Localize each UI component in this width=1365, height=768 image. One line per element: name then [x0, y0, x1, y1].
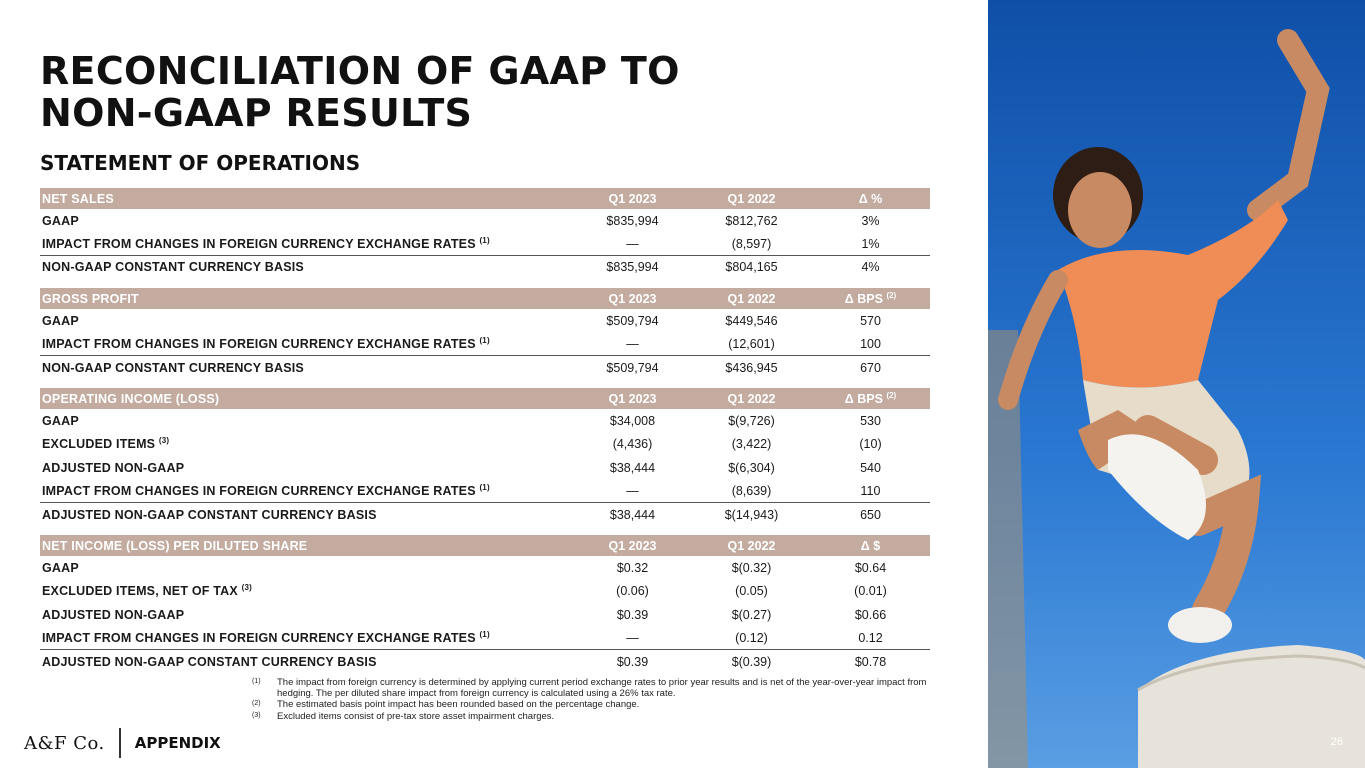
footnote: [252, 699, 932, 710]
value-prior: $449,546: [725, 313, 778, 328]
value-change: 4%: [861, 260, 880, 275]
column-header-change-text: Δ %: [858, 191, 883, 206]
table-row: [40, 503, 930, 526]
column-header-current: Q1 2023: [608, 538, 657, 553]
row-label-text: ADJUSTED NON-GAAP CONSTANT CURRENCY BASIS: [42, 654, 377, 669]
value-current: $0.39: [616, 654, 649, 669]
value-current: $835,994: [606, 213, 659, 228]
row-label: [40, 414, 573, 428]
row-label-text: IMPACT FROM CHANGES IN FOREIGN CURRENCY EXCHANGE RATES: [42, 236, 476, 251]
value-current: (4,436): [612, 437, 653, 452]
column-header-prior: Q1 2022: [727, 191, 776, 206]
footnote-number: (3): [252, 711, 261, 719]
value-change: 100: [860, 336, 881, 351]
footnote-ref: (3): [158, 436, 170, 446]
section-header: [40, 535, 930, 556]
table-row: [40, 480, 930, 503]
row-label: [40, 214, 573, 228]
section-header: [40, 388, 930, 409]
row-label-text: GAAP: [42, 560, 79, 575]
row-label-text: GAAP: [42, 213, 79, 228]
value-prior: (0.12): [735, 630, 768, 645]
table-row: [40, 456, 930, 479]
footnotes: [252, 677, 932, 722]
column-header-change-text: Δ BPS: [844, 291, 883, 306]
value-change: $0.78: [854, 654, 887, 669]
page-subtitle: STATEMENT OF OPERATIONS: [40, 151, 361, 175]
value-current: —: [626, 236, 639, 251]
page-title: [40, 50, 800, 134]
table-section: [40, 535, 930, 673]
row-label-text: IMPACT FROM CHANGES IN FOREIGN CURRENCY EXCHANGE RATES: [42, 630, 476, 645]
value-change: 570: [860, 313, 881, 328]
row-label: [40, 437, 573, 451]
value-prior: $(14,943): [724, 507, 779, 522]
value-current: $38,444: [609, 460, 656, 475]
section-header-label: NET INCOME (LOSS) PER DILUTED SHARE: [42, 538, 308, 553]
footer: [24, 728, 221, 758]
table-row: [40, 433, 930, 456]
company-logo: A&F Co.: [24, 732, 105, 754]
value-change: 650: [860, 507, 881, 522]
footnote: [252, 711, 932, 722]
value-current: —: [626, 483, 639, 498]
table-row: [40, 256, 930, 279]
row-label: [40, 260, 573, 274]
section-header: [40, 288, 930, 309]
value-change: $0.66: [854, 607, 887, 622]
table-section: [40, 288, 930, 379]
title-line-1: RECONCILIATION OF GAAP TO: [40, 49, 680, 93]
value-prior: $436,945: [725, 360, 778, 375]
value-prior: (3,422): [731, 437, 772, 452]
table-row: [40, 232, 930, 255]
value-current: $835,994: [606, 260, 659, 275]
value-current: $38,444: [609, 507, 656, 522]
footnote-ref: (1): [479, 482, 490, 492]
section-header-label: GROSS PROFIT: [42, 291, 139, 306]
value-prior: $804,165: [725, 260, 778, 275]
value-current: $509,794: [606, 360, 659, 375]
row-label-text: EXCLUDED ITEMS: [42, 437, 156, 452]
table-row: [40, 409, 930, 432]
row-label: [40, 608, 573, 622]
column-header-change: [811, 192, 930, 206]
value-change: 110: [860, 483, 881, 498]
row-label-text: GAAP: [42, 313, 79, 328]
row-label: [40, 561, 573, 575]
value-change: (0.01): [854, 584, 887, 599]
row-label: [40, 484, 573, 498]
column-header-prior: Q1 2022: [727, 538, 776, 553]
table-row: [40, 580, 930, 603]
table-row: [40, 309, 930, 332]
footnote-ref: (1): [479, 629, 490, 639]
value-change: (10): [859, 437, 882, 452]
row-label-text: EXCLUDED ITEMS, NET OF TAX: [42, 584, 238, 599]
column-header-prior: Q1 2022: [727, 291, 776, 306]
value-prior: $(0.27): [731, 607, 772, 622]
column-header-change: [811, 292, 930, 306]
column-header-change: [811, 392, 930, 406]
value-current: $0.39: [616, 607, 649, 622]
row-label: [40, 461, 573, 475]
footnote-ref: (1): [479, 335, 490, 345]
jumping-man-photo: [988, 0, 1365, 768]
row-label-text: GAAP: [42, 414, 79, 429]
row-label: [40, 631, 573, 645]
section-label: APPENDIX: [134, 734, 221, 752]
value-prior: (12,601): [728, 336, 775, 351]
value-prior: $(9,726): [728, 414, 775, 429]
value-prior: (8,597): [731, 236, 772, 251]
column-header-current: Q1 2023: [608, 391, 657, 406]
section-header-label: NET SALES: [42, 191, 114, 206]
table-row: [40, 626, 930, 649]
row-label-text: NON-GAAP CONSTANT CURRENCY BASIS: [42, 260, 304, 275]
footnote-ref: (3): [241, 583, 253, 593]
footnote-ref: (2): [886, 390, 897, 400]
table-row: [40, 650, 930, 673]
value-prior: $(0.39): [731, 654, 772, 669]
reconciliation-table: [40, 188, 930, 682]
value-change: 3%: [861, 213, 880, 228]
footnote-text: Excluded items consist of pre-tax store asset impairment charges.: [277, 710, 555, 722]
hero-photo: [988, 0, 1365, 768]
table-section: [40, 188, 930, 279]
value-current: —: [626, 336, 639, 351]
value-current: $0.32: [616, 560, 649, 575]
table-row: [40, 209, 930, 232]
footnote-ref: (2): [886, 290, 897, 300]
row-label: [40, 508, 573, 522]
table-row: [40, 556, 930, 579]
table-row: [40, 356, 930, 379]
value-change: 0.12: [858, 630, 883, 645]
footnote-number: (1): [252, 678, 261, 685]
footnote: [252, 677, 932, 699]
value-prior: $(6,304): [728, 460, 775, 475]
value-prior: $(0.32): [731, 560, 772, 575]
title-line-2: NON-GAAP RESULTS: [40, 91, 473, 135]
value-current: —: [626, 630, 639, 645]
row-label-text: IMPACT FROM CHANGES IN FOREIGN CURRENCY EXCHANGE RATES: [42, 336, 476, 351]
table-row: [40, 603, 930, 626]
row-label-text: ADJUSTED NON-GAAP: [42, 460, 185, 475]
footnote-ref: (1): [479, 235, 490, 245]
column-header-current: Q1 2023: [608, 291, 657, 306]
footnote-text: The impact from foreign currency is determined by applying current period exchange rates to prior year results and is net of the year-over-year impact from hedging. The per diluted share impact from foreign currency is calculated using a 26% tax rate.: [277, 677, 927, 700]
value-prior: (8,639): [731, 483, 772, 498]
row-label: [40, 314, 573, 328]
row-label: [40, 655, 573, 669]
value-prior: $812,762: [725, 213, 778, 228]
row-label-text: ADJUSTED NON-GAAP CONSTANT CURRENCY BASIS: [42, 507, 377, 522]
table-section: [40, 388, 930, 526]
column-header-prior: Q1 2022: [727, 391, 776, 406]
table-row: [40, 333, 930, 356]
value-change: 540: [860, 460, 881, 475]
column-header-current: Q1 2023: [608, 191, 657, 206]
value-change: 1%: [861, 236, 880, 251]
value-current: $509,794: [606, 313, 659, 328]
footnote-text: The estimated basis point impact has been rounded based on the percentage change.: [277, 699, 640, 711]
value-change: 670: [860, 360, 881, 375]
page-number: 26: [1330, 736, 1343, 748]
footer-divider: [119, 728, 121, 758]
row-label: [40, 337, 573, 351]
value-prior: (0.05): [735, 584, 768, 599]
row-label-text: NON-GAAP CONSTANT CURRENCY BASIS: [42, 360, 304, 375]
section-header: [40, 188, 930, 209]
row-label: [40, 361, 573, 375]
footnote-number: (2): [252, 700, 261, 708]
column-header-change-text: Δ BPS: [844, 391, 883, 406]
value-current: (0.06): [616, 584, 649, 599]
section-header-label: OPERATING INCOME (LOSS): [42, 391, 220, 406]
column-header-change-text: Δ $: [860, 538, 881, 553]
value-change: 530: [860, 414, 881, 429]
value-current: $34,008: [609, 414, 656, 429]
row-label-text: ADJUSTED NON-GAAP: [42, 607, 185, 622]
value-change: $0.64: [854, 560, 887, 575]
column-header-change: [811, 539, 930, 553]
row-label-text: IMPACT FROM CHANGES IN FOREIGN CURRENCY EXCHANGE RATES: [42, 483, 476, 498]
row-label: [40, 237, 573, 251]
row-label: [40, 584, 573, 598]
